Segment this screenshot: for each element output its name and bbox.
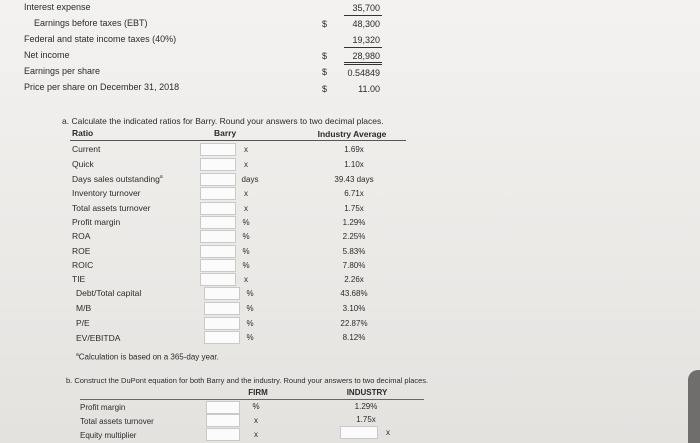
barry-debt-total-capital-input[interactable] xyxy=(204,287,240,300)
ratio-label: Profit margin xyxy=(72,217,121,227)
unit-label: x xyxy=(244,204,248,213)
income-label: Federal and state income taxes (40%) xyxy=(24,34,177,44)
industry-value: 39.43 days xyxy=(334,175,374,184)
ratio-label: Total assets turnover xyxy=(72,203,151,213)
firm-equity-multiplier-input[interactable] xyxy=(206,428,240,441)
industry-value: 1.10x xyxy=(344,160,364,169)
barry-total-assets-turnover-input[interactable] xyxy=(200,202,236,215)
barry-ev-ebitda-input[interactable] xyxy=(204,331,240,344)
income-label: Earnings per share xyxy=(24,66,101,76)
unit-label: x xyxy=(244,160,248,169)
income-value: 28,980 xyxy=(352,51,380,61)
dupont-label: Profit margin xyxy=(80,403,126,412)
firm-header: FIRM xyxy=(248,388,268,397)
industry-value: 3.10% xyxy=(342,304,366,313)
unit-label: % xyxy=(246,333,254,342)
sum-rule xyxy=(344,15,382,16)
barry-tie-input[interactable] xyxy=(200,273,236,286)
industry-header: Industry Average xyxy=(317,129,387,139)
ratio-header: Ratio xyxy=(72,128,94,138)
industry-value: 2.26x xyxy=(344,275,364,284)
barry-pe-input[interactable] xyxy=(204,317,240,330)
industry-value: 1.69x xyxy=(344,145,364,154)
dupont-label: Total assets turnover xyxy=(80,417,154,426)
industry-value: 1.75x xyxy=(356,415,376,424)
page-edge-shadow xyxy=(688,370,700,443)
unit-label: x xyxy=(244,145,248,154)
unit-label: x xyxy=(244,189,248,198)
barry-inventory-turnover-input[interactable] xyxy=(200,187,236,200)
sum-rule xyxy=(344,62,382,63)
unit-label: x xyxy=(386,428,390,437)
part-a-instruction: a. Calculate the indicated ratios for Barry. Round your answers to two decimal places. xyxy=(62,116,384,126)
income-value: 19,320 xyxy=(352,35,380,45)
ratio-label: Inventory turnover xyxy=(72,188,141,198)
income-value: 11.00 xyxy=(358,84,380,94)
ratio-label: Quick xyxy=(72,159,94,169)
header-rule xyxy=(70,140,406,141)
unit-label: % xyxy=(246,319,254,328)
ratio-label: Days sales outstanding$^a$ xyxy=(72,174,163,184)
industry-header: INDUSTRY xyxy=(346,388,388,397)
ratio-label: ROIC xyxy=(72,260,94,270)
unit-label: x xyxy=(254,430,258,439)
income-label: Earnings before taxes (EBT) xyxy=(34,18,148,28)
sum-rule xyxy=(344,64,382,65)
unit-label: % xyxy=(242,261,250,270)
barry-current-input[interactable] xyxy=(200,143,236,156)
dollar-sign: $ xyxy=(322,67,328,77)
industry-value: 5.83% xyxy=(342,247,366,256)
unit-label: % xyxy=(246,289,254,298)
barry-header: Barry xyxy=(214,128,237,138)
unit-label: % xyxy=(252,402,260,411)
industry-value: 6.71x xyxy=(344,189,364,198)
dollar-sign: $ xyxy=(322,51,328,61)
part-b-instruction: b. Construct the DuPont equation for both Barry and the industry. Round your answers to two decimal places. xyxy=(66,376,429,385)
barry-roa-input[interactable] xyxy=(200,230,236,243)
industry-equity-multiplier-input[interactable] xyxy=(340,426,378,439)
sum-rule xyxy=(344,47,382,48)
unit-label: % xyxy=(242,232,250,241)
income-label: Net income xyxy=(24,50,70,60)
barry-quick-input[interactable] xyxy=(200,158,236,171)
ratio-label: M/B xyxy=(76,303,92,313)
industry-value: 8.12% xyxy=(342,333,366,342)
dollar-sign: $ xyxy=(322,84,328,94)
income-label: Interest expense xyxy=(24,2,91,12)
dupont-label: Equity multiplier xyxy=(80,431,137,440)
unit-label: days xyxy=(241,175,259,184)
ratio-label: EV/EBITDA xyxy=(76,333,121,343)
industry-value: 2.25% xyxy=(342,232,366,241)
barry-dso-input[interactable] xyxy=(200,173,236,186)
barry-mb-input[interactable] xyxy=(204,302,240,315)
header-rule xyxy=(80,399,424,400)
industry-value: 1.75x xyxy=(344,204,364,213)
barry-roe-input[interactable] xyxy=(200,245,236,258)
ratio-label: P/E xyxy=(76,318,90,328)
unit-label: % xyxy=(242,247,250,256)
industry-value: 43.68% xyxy=(340,289,368,298)
income-label: Price per share on December 31, 2018 xyxy=(24,82,180,92)
firm-profit-margin-input[interactable] xyxy=(206,401,240,414)
footnote: $^a$Calculation is based on a 365-day year. xyxy=(76,352,219,362)
barry-roic-input[interactable] xyxy=(200,259,236,272)
ratio-label: ROA xyxy=(72,231,91,241)
firm-total-assets-turnover-input[interactable] xyxy=(206,414,240,427)
unit-label: x xyxy=(254,416,258,425)
ratio-label: TIE xyxy=(72,274,86,284)
industry-value: 1.29% xyxy=(354,402,378,411)
unit-label: % xyxy=(246,304,254,313)
ratio-label: ROE xyxy=(72,246,91,256)
industry-value: 1.29% xyxy=(342,218,366,227)
barry-profit-margin-input[interactable] xyxy=(200,216,236,229)
industry-value: 7.80% xyxy=(342,261,366,270)
unit-label: x xyxy=(244,275,248,284)
ratio-label: Debt/Total capital xyxy=(76,288,142,298)
income-value: 35,700 xyxy=(352,3,380,13)
unit-label: % xyxy=(242,218,250,227)
ratio-label: Current xyxy=(72,144,101,154)
income-value: 48,300 xyxy=(352,19,380,29)
dollar-sign: $ xyxy=(322,19,328,29)
income-value: 0.54849 xyxy=(347,68,380,78)
industry-value: 22.87% xyxy=(340,319,368,328)
